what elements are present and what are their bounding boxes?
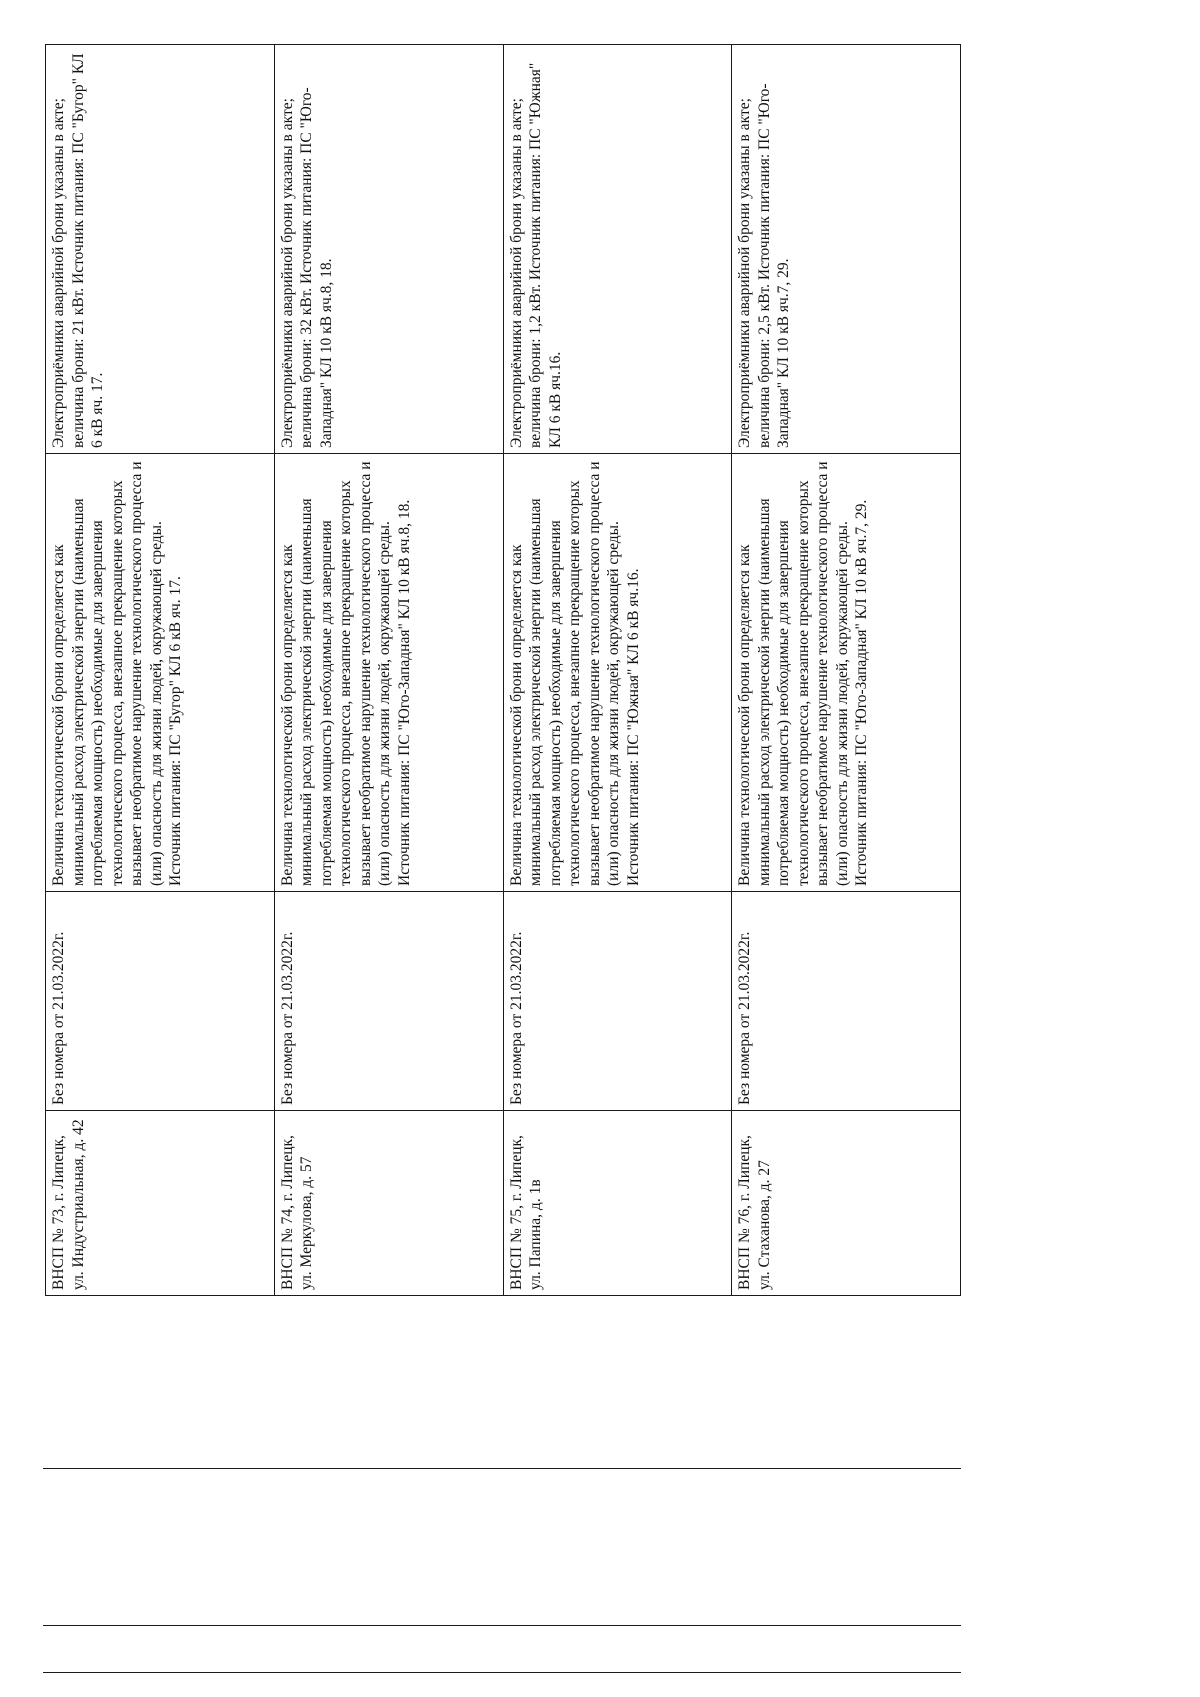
object-cell: ВНСП № 74, г. Липецк, ул. Меркулова, д. 57 <box>274 1111 503 1296</box>
act-cell: Без номера от 21.03.2022г. <box>46 892 275 1111</box>
object-cell: ВНСП № 75, г. Липецк, ул. Папина, д. 1в <box>503 1111 732 1296</box>
technological-reserve-cell: Величина технологической брони определяется как минимальный расход электрической энергии (наименьшая потребляемая мощность) необходимые для завершения технологического процесса, внезапное прекращение которых вызывает необратимое нарушение технологического процесса и (или) опасность для жизни людей, окружающей среды. Источник питания: ПС "Юго-Западная" КЛ 10 кВ яч.7, 29. <box>732 454 961 892</box>
act-cell: Без номера от 21.03.2022г. <box>274 892 503 1111</box>
table-row <box>46 45 275 1296</box>
object-cell: ВНСП № 73, г. Липецк, ул. Индустриальная, д. 42 <box>46 1111 275 1296</box>
emergency-reserve-cell: Электроприёмники аварийной брони указаны в акте; величина брони: 21 кВт. Источник питания: ПС "Бугор" КЛ 6 кВ яч. 17. <box>46 45 275 454</box>
table-row <box>503 45 732 1296</box>
object-cell: ВНСП № 76, г. Липецк, ул. Стаханова, д. 27 <box>732 1111 961 1296</box>
table-row <box>274 45 503 1296</box>
emergency-reserve-cell: Электроприёмники аварийной брони указаны в акте; величина брони: 1,2 кВт. Источник питания: ПС "Южная" КЛ 6 кВ яч.16. <box>503 45 732 454</box>
act-cell: Без номера от 21.03.2022г. <box>732 892 961 1111</box>
technological-reserve-cell: Величина технологической брони определяется как минимальный расход электрической энергии (наименьшая потребляемая мощность) необходимые для завершения технологического процесса, внезапное прекращение которых вызывает необратимое нарушение технологического процесса и (или) опасность для жизни людей, окружающей среды. Источник питания: ПС "Бугор" КЛ 6 кВ яч. 17. <box>46 454 275 892</box>
technological-reserve-cell: Величина технологической брони определяется как минимальный расход электрической энергии (наименьшая потребляемая мощность) необходимые для завершения технологического процесса, внезапное прекращение которых вызывает необратимое нарушение технологического процесса и (или) опасность для жизни людей, окружающей среды. Источник питания: ПС "Юго-Западная" КЛ 10 кВ яч.8, 18. <box>274 454 503 892</box>
table-row <box>732 45 961 1296</box>
reservation-table <box>45 44 961 1296</box>
emergency-reserve-cell: Электроприёмники аварийной брони указаны в акте; величина брони: 2,5 кВт. Источник питания: ПС "Юго-Западная" КЛ 10 кВ яч.7, 29. <box>732 45 961 454</box>
table-rotated-container <box>45 45 960 1296</box>
horizontal-rule <box>43 1625 961 1626</box>
technological-reserve-cell: Величина технологической брони определяется как минимальный расход электрической энергии (наименьшая потребляемая мощность) необходимые для завершения технологического процесса, внезапное прекращение которых вызывает необратимое нарушение технологического процесса и (или) опасность для жизни людей, окружающей среды. Источник питания: ПС "Южная" КЛ 6 кВ яч.16. <box>503 454 732 892</box>
horizontal-rule <box>43 1468 961 1469</box>
emergency-reserve-cell: Электроприёмники аварийной брони указаны в акте; величина брони: 32 кВт. Источник питания: ПС "Юго-Западная" КЛ 10 кВ яч.8, 18. <box>274 45 503 454</box>
horizontal-rule <box>43 1672 961 1673</box>
act-cell: Без номера от 21.03.2022г. <box>503 892 732 1111</box>
